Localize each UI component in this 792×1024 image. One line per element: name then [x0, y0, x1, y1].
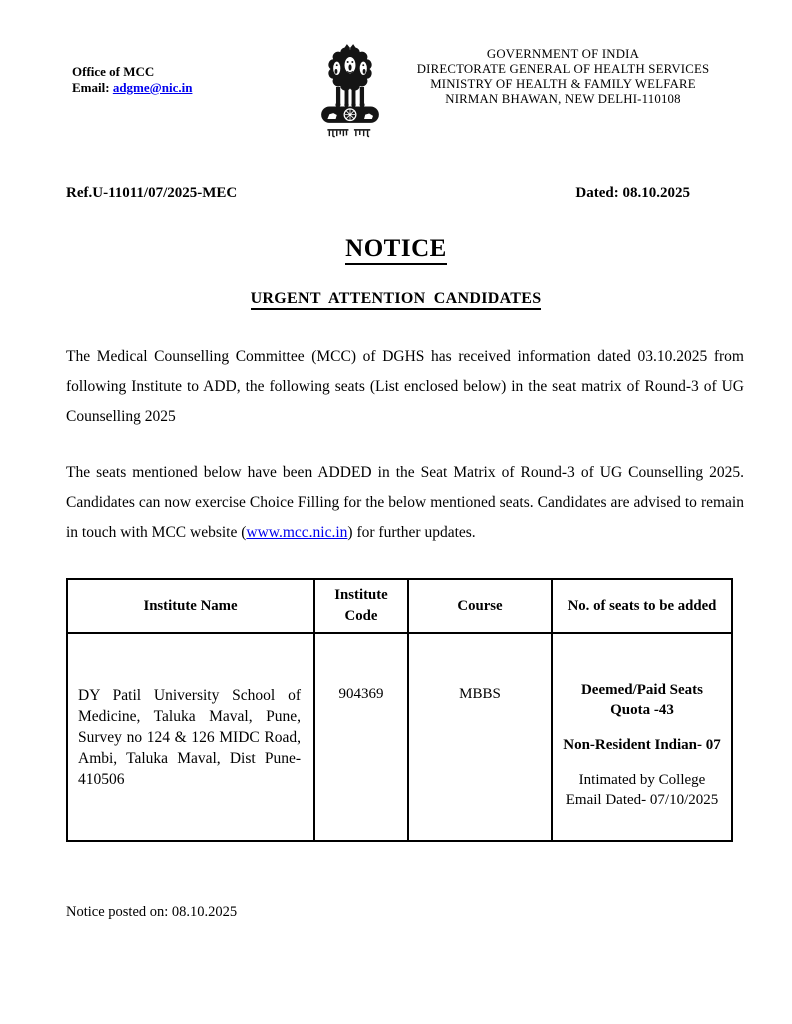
reference-number: Ref.U-11011/07/2025-MEC [66, 185, 238, 201]
gov-line-2: DIRECTORATE GENERAL OF HEALTH SERVICES [416, 62, 710, 76]
seats-table [66, 578, 733, 842]
col-header-institute-code: Institute Code [314, 579, 408, 633]
seats-intimation-note: Intimated by College Email Dated- 07/10/2025 [565, 772, 719, 808]
email-label: Email: [72, 80, 113, 95]
cell-course: MBBS [408, 633, 552, 841]
cell-institute-code: 904369 [314, 633, 408, 841]
office-label: Office of MCC [72, 64, 155, 79]
seats-deemed-paid-quota: Deemed/Paid Seats Quota -43 [580, 682, 704, 718]
paragraph-2 [66, 458, 744, 548]
col-header-institute-name: Institute Name [67, 579, 314, 633]
paragraph-2-text-after: ) for further updates. [347, 524, 476, 541]
reference-row [66, 185, 690, 202]
office-block [72, 38, 310, 96]
paragraph-2-text-before: The seats mentioned below have been ADDED in the Seat Matrix of Round-3 of UG Counselling 2025. Candidates can now exercise Choice Filling for the below mentioned seats. Candidates are advised to remain in touch with MCC website ( [66, 464, 744, 541]
government-address-block [390, 38, 736, 107]
email-line [72, 80, 310, 96]
title-row [0, 235, 792, 263]
posted-date: Notice posted on: 08.10.2025 [66, 904, 238, 920]
col-header-seats: No. of seats to be added [552, 579, 732, 633]
gov-line-1: GOVERNMENT OF INDIA [486, 47, 640, 61]
seats-nri-quota: Non-Resident Indian- 07 [563, 737, 721, 753]
notice-subtitle: URGENT ATTENTION CANDIDATES [251, 290, 542, 310]
gov-line-4: NIRMAN BHAWAN, NEW DELHI-110108 [445, 92, 681, 106]
paragraph-1: The Medical Counselling Committee (MCC) of DGHS has received information dated 03.10.2025 from following Institute to ADD, the following seats (List enclosed below) in the seat matrix of Round-3 of UG Counselling 2025 [66, 348, 744, 425]
table-header-row [67, 579, 732, 633]
cell-seats [552, 633, 732, 841]
cell-institute-name: DY Patil University School of Medicine, Taluka Maval, Pune, Survey no 124 & 126 MIDC Road, Ambi, Taluka Maval, Dist Pune-410506 [67, 633, 314, 841]
table-row [67, 633, 732, 841]
email-link[interactable]: adgme@nic.in [112, 80, 193, 95]
col-header-course: Course [408, 579, 552, 633]
letterhead [0, 0, 792, 155]
gov-line-3: MINISTRY OF HEALTH & FAMILY WELFARE [430, 77, 696, 91]
notice-title: NOTICE [345, 235, 447, 265]
mcc-website-link[interactable]: www.mcc.nic.in [246, 524, 348, 541]
subtitle-row [0, 290, 792, 308]
emblem-of-india-icon [310, 38, 390, 155]
dated-label: Dated: 08.10.2025 [575, 185, 690, 201]
